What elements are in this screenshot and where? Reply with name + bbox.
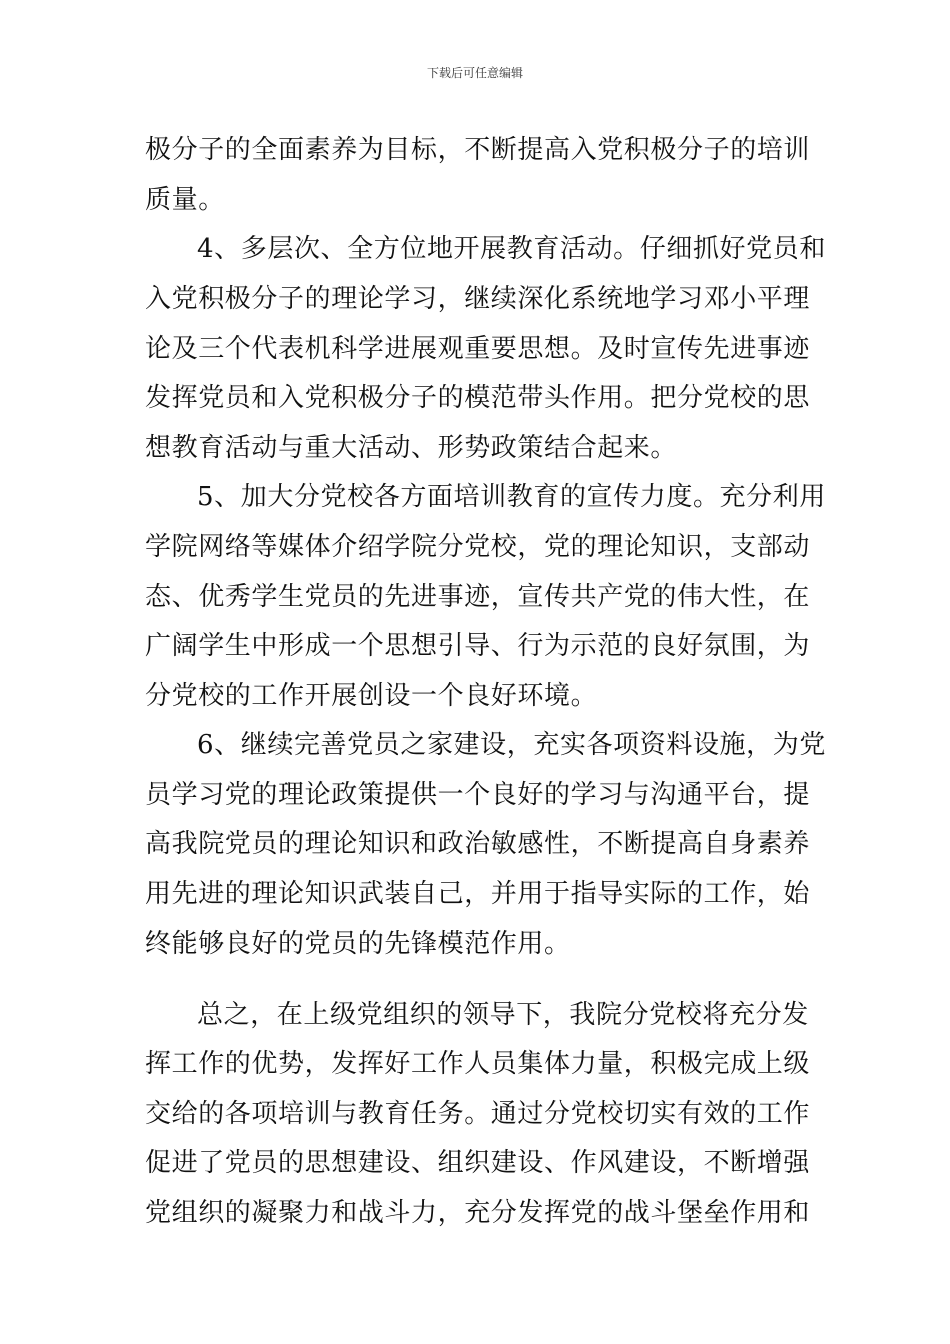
text-line: 总之，在上级党组织的领导下，我院分党校将充分发 [197,1000,809,1030]
text-line: 交给的各项培训与教育任务。通过分党校切实有效的工作 [145,1099,811,1129]
text-line: 论及三个代表机科学进展观重要思想。及时宣传先进事迹 [145,334,811,364]
text-line: 党组织的凝聚力和战斗力，充分发挥党的战斗堡垒作用和 [145,1198,811,1228]
text-line: 用先进的理论知识武装自己，并用于指导实际的工作，始 [145,879,811,909]
text-line: 想教育活动与重大活动、形势政策结合起来。 [145,433,678,463]
text-line: 态、优秀学生党员的先进事迹，宣传共产党的伟大性，在 [145,582,811,612]
text-line: 学院网络等媒体介绍学院分党校，党的理论知识，支部动 [145,532,811,562]
text-line: 终能够良好的党员的先锋模范作用。 [145,929,571,959]
text-line: 挥工作的优势，发挥好工作人员集体力量，积极完成上级 [145,1049,811,1079]
text-line: 员学习党的理论政策提供一个良好的学习与沟通平台，提 [145,780,811,810]
text-line: 4、多层次、全方位地开展教育活动。仔细抓好党员和 [197,234,826,264]
text-line: 6、继续完善党员之家建设，充实各项资料设施，为党 [197,730,826,760]
text-line: 5、加大分党校各方面培训教育的宣传力度。充分利用 [197,482,826,512]
text-line: 发挥党员和入党积极分子的模范带头作用。把分党校的思 [145,383,811,413]
page-header: 下载后可任意编辑 [426,66,523,80]
text-line: 质量。 [145,185,225,215]
text-line: 高我院党员的理论知识和政治敏感性，不断提高自身素养 [145,829,811,859]
text-line: 促进了党员的思想建设、组织建设、作风建设，不断增强 [145,1148,811,1178]
text-line: 分党校的工作开展创设一个良好环境。 [145,681,598,711]
text-line: 入党积极分子的理论学习，继续深化系统地学习邓小平理 [145,284,811,314]
text-line: 极分子的全面素养为目标，不断提高入党积极分子的培训 [145,135,811,165]
text-line: 广阔学生中形成一个思想引导、行为示范的良好氛围，为 [145,631,811,661]
